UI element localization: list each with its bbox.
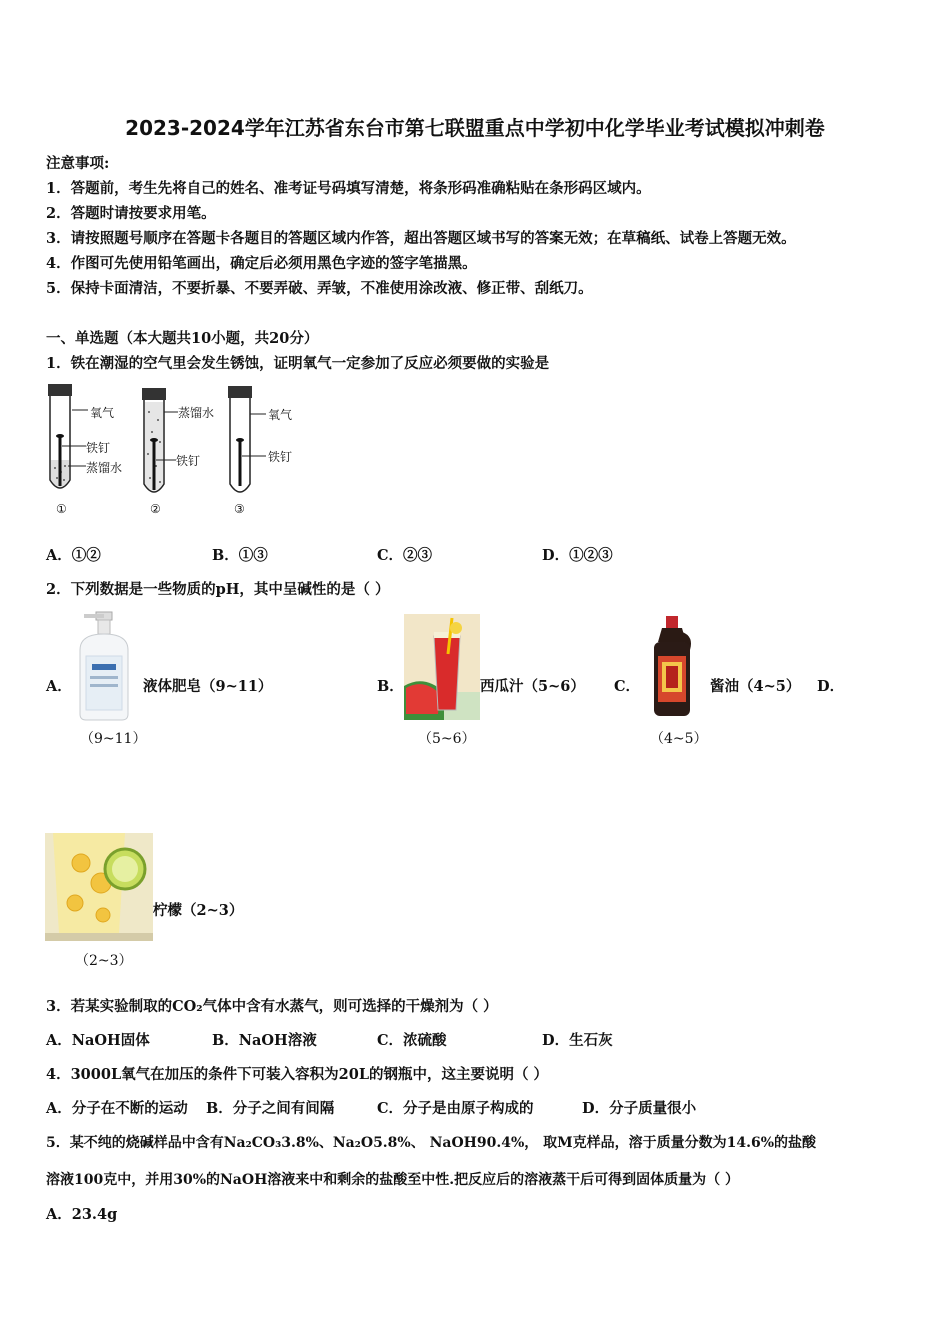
tube-1-label-nail: 铁钉: [86, 441, 111, 455]
q2-option-b-letter: B．: [377, 678, 404, 695]
notice-item: 2．答题时请按要求用笔。: [46, 205, 216, 222]
notice-item: 3．请按照题号顺序在答题卡各题目的答题区域内作答，超出答题区域书写的答案无效；在草稿纸、试卷上答题无效。: [46, 230, 796, 247]
question-2-stem: 2．下列数据是一些物质的pH，其中呈碱性的是（ ）: [46, 581, 390, 598]
q2-option-a-text: 液体肥皂（9~11）: [143, 678, 273, 695]
tube-2-label-water: 蒸馏水: [178, 406, 215, 420]
q2-option-c-caption: （4~5）: [650, 731, 708, 747]
q2-option-b-text: 西瓜汁（5~6）: [480, 678, 585, 695]
notice-heading: 注意事项:: [46, 155, 110, 172]
question-5-stem-line-1: 5．某不纯的烧碱样品中含有Na₂CO₃3.8%、Na₂O5.8%、 NaOH90.4%， 取M克样品，溶于质量分数为14.6%的盐酸: [46, 1135, 817, 1151]
test-tube-2: [142, 388, 178, 492]
tube-1-number: ①: [56, 502, 67, 516]
q2-option-d-text: 柠檬（2~3）: [153, 902, 244, 919]
q3-option-d: D．生石灰: [542, 1032, 613, 1049]
q4-option-c: C．分子是由原子构成的: [377, 1100, 534, 1117]
tube-2-number: ②: [150, 502, 161, 516]
notice-item: 4．作图可先使用铅笔画出，确定后必须用黑色字迹的签字笔描黑。: [46, 255, 477, 272]
q2-option-c-text: 酱油（4~5）: [710, 678, 801, 695]
q4-option-b: B．分子之间有间隔: [206, 1100, 335, 1117]
q3-option-c: C．浓硫酸: [377, 1032, 447, 1049]
q3-option-b: B．NaOH溶液: [212, 1032, 317, 1049]
question-5-stem-line-2: 溶液100克中，并用30%的NaOH溶液来中和剩余的盐酸至中性.把反应后的溶液蒸干后可得到固体质量为（ ）: [46, 1172, 740, 1188]
question-3-stem: 3．若某实验制取的CO₂气体中含有水蒸气，则可选择的干燥剂为（ ）: [46, 998, 498, 1015]
q5-option-a: A．23.4g: [46, 1206, 118, 1223]
q1-option-c: C．②③: [377, 547, 433, 564]
question-1-stem: 1．铁在潮湿的空气里会发生锈蚀，证明氧气一定参加了反应必须要做的实验是: [46, 355, 550, 372]
q2-option-d-caption: （2~3）: [75, 953, 133, 969]
section-heading: 一、单选题（本大题共10小题，共20分）: [46, 330, 319, 347]
lemon-drink-image: [45, 833, 153, 941]
q1-option-d: D．①②③: [542, 547, 613, 564]
tube-2-label-nail: 铁钉: [176, 454, 201, 468]
soy-sauce-image: [648, 614, 696, 720]
question-4-stem: 4．3000L氧气在加压的条件下可装入容积为20L的钢瓶中，这主要说明（ ）: [46, 1066, 549, 1083]
q2-option-a-letter: A．: [46, 678, 72, 695]
tube-3-number: ③: [234, 502, 245, 516]
q1-option-b: B．①③: [212, 547, 268, 564]
tube-3-label-nail: 铁钉: [268, 450, 293, 464]
tube-3-label-oxygen: 氧气: [268, 408, 293, 422]
q2-option-a-caption: （9~11）: [80, 731, 147, 747]
tube-1-label-water: 蒸馏水: [86, 461, 123, 475]
liquid-soap-image: [76, 610, 132, 722]
q4-option-a: A．分子在不断的运动: [46, 1100, 188, 1117]
q2-option-d-letter: D．: [817, 678, 845, 695]
q3-option-a: A．NaOH固体: [46, 1032, 150, 1049]
watermelon-juice-image: [404, 614, 480, 720]
test-tube-1: [48, 384, 88, 488]
test-tube-3: [228, 386, 266, 492]
q1-option-a: A．①②: [46, 547, 101, 564]
page-title: 2023-2024学年江苏省东台市第七联盟重点中学初中化学毕业考试模拟冲刺卷: [125, 116, 825, 140]
q2-option-c-letter: C．: [614, 678, 641, 695]
q4-option-d: D．分子质量很小: [582, 1100, 697, 1117]
tube-1-label-oxygen: 氧气: [90, 406, 115, 420]
q2-option-b-caption: （5~6）: [418, 731, 476, 747]
notice-item: 5．保持卡面清洁，不要折暴、不要弄破、弄皱，不准使用涂改液、修正带、刮纸刀。: [46, 280, 593, 297]
notice-item: 1．答题前，考生先将自己的姓名、准考证号码填写清楚，将条形码准确粘贴在条形码区域内。: [46, 180, 651, 197]
